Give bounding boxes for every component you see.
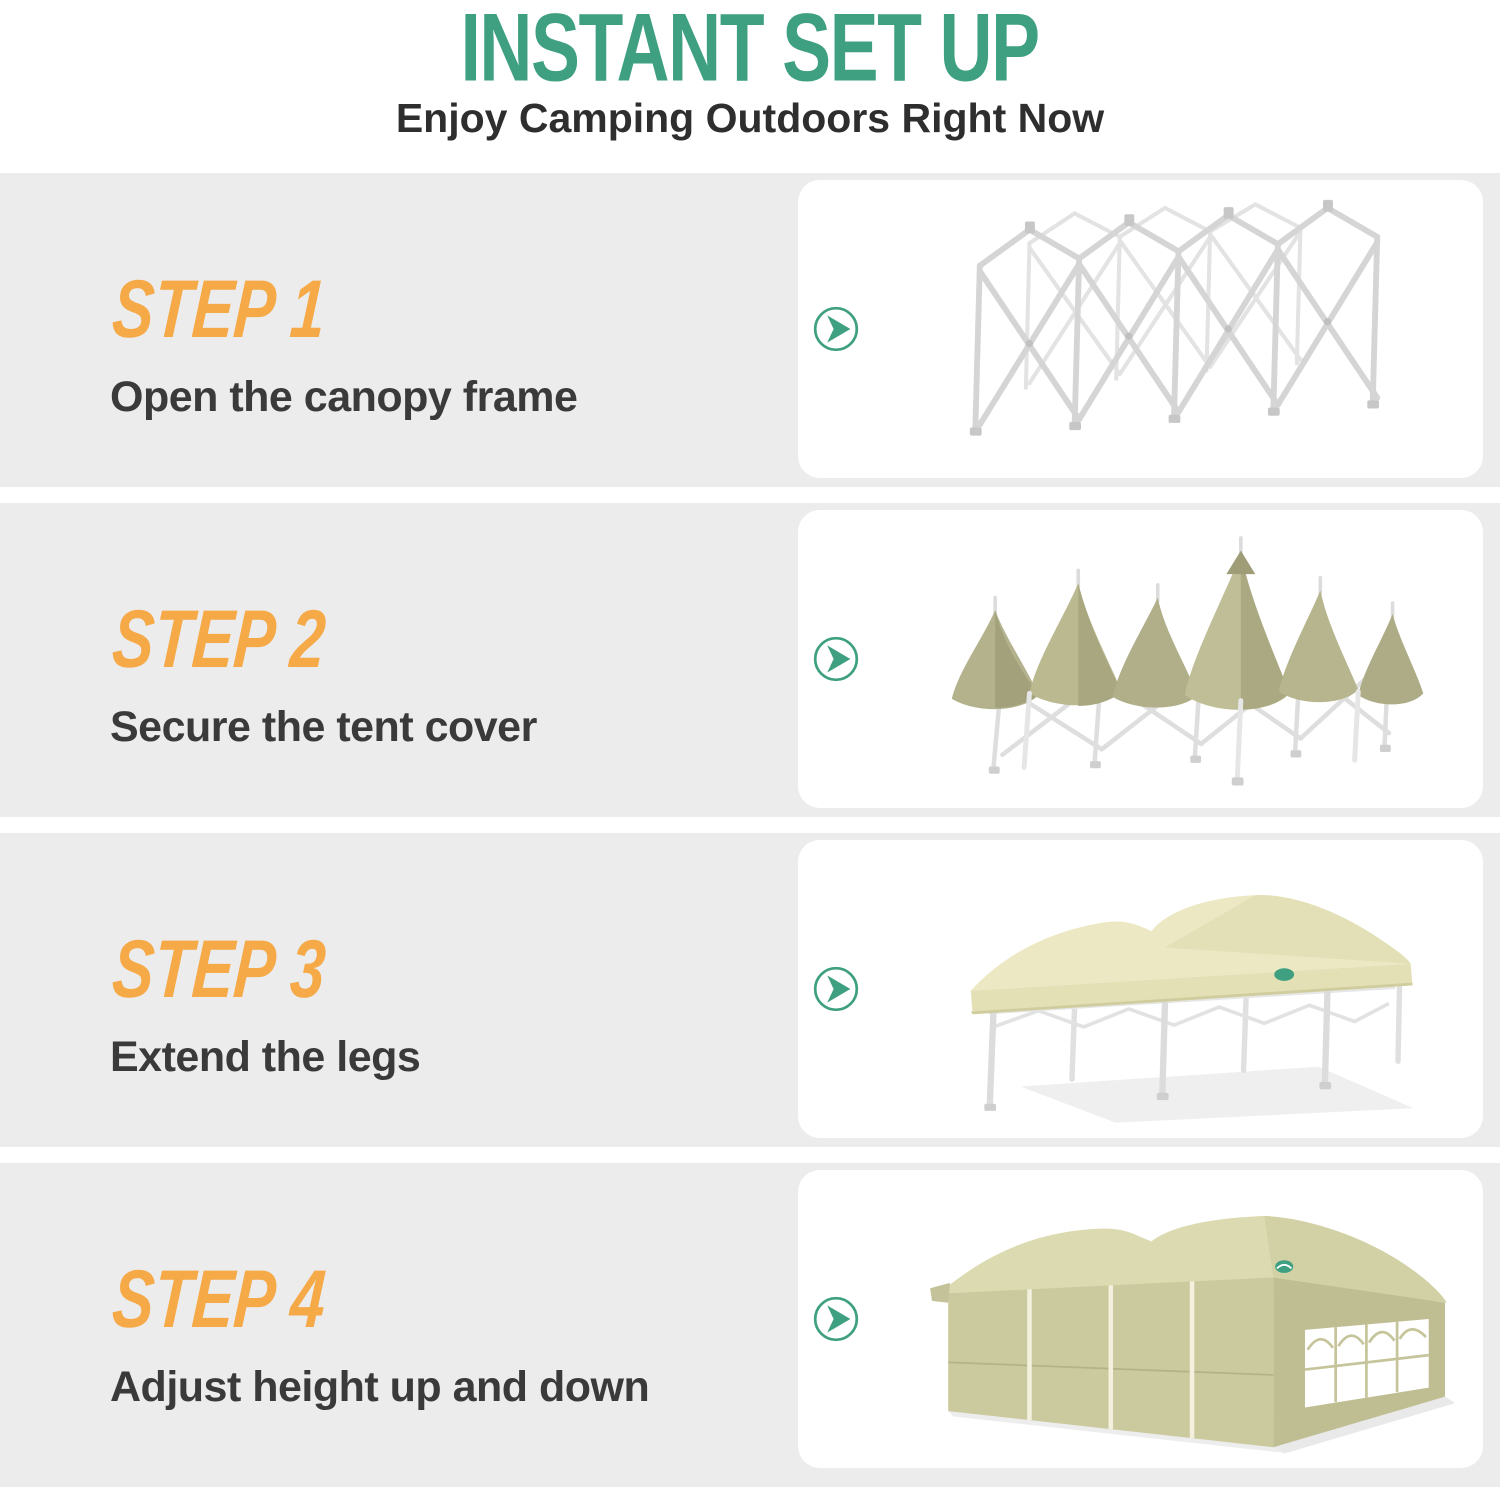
step-3-illustration	[864, 851, 1483, 1127]
full-tent-sidewalls-image	[894, 1181, 1454, 1457]
step-row-3	[0, 833, 1500, 1147]
step-4-illustration	[864, 1181, 1483, 1457]
extended-legs-canopy-image	[894, 851, 1454, 1127]
step-4-description: Adjust height up and down	[110, 1363, 650, 1411]
step-3-illustration-card	[798, 840, 1483, 1138]
step-3-description: Extend the legs	[110, 1033, 421, 1081]
play-arrow-circle-icon	[808, 1291, 864, 1347]
page-title: INSTANT SET UP	[460, 0, 1040, 102]
play-arrow-circle-icon	[808, 961, 864, 1017]
header	[0, 0, 1500, 173]
step-4-illustration-card	[798, 1170, 1483, 1468]
step-4-label: STEP 4	[109, 1254, 329, 1345]
step-2-illustration	[864, 521, 1483, 797]
folded-canopy-frame-image	[894, 191, 1454, 467]
step-2-illustration-card	[798, 510, 1483, 808]
step-1-illustration-card	[798, 180, 1483, 478]
step-row-4	[0, 1163, 1500, 1487]
step-1-description: Open the canopy frame	[110, 373, 578, 421]
step-2-label: STEP 2	[109, 594, 329, 685]
step-row-2	[0, 503, 1500, 817]
step-2-description: Secure the tent cover	[110, 703, 537, 751]
step-3-label: STEP 3	[109, 924, 329, 1015]
play-arrow-circle-icon	[808, 631, 864, 687]
step-1-illustration	[864, 191, 1483, 467]
step-4-text-block	[109, 1254, 650, 1412]
step-1-label: STEP 1	[109, 264, 329, 355]
tent-cover-draped-image	[894, 521, 1454, 797]
page-subtitle: Enjoy Camping Outdoors Right Now	[395, 95, 1105, 141]
step-row-1	[0, 173, 1500, 487]
step-1-text-block	[109, 264, 578, 422]
step-2-text-block	[109, 594, 537, 752]
play-arrow-circle-icon	[808, 301, 864, 357]
step-3-text-block	[109, 924, 421, 1082]
